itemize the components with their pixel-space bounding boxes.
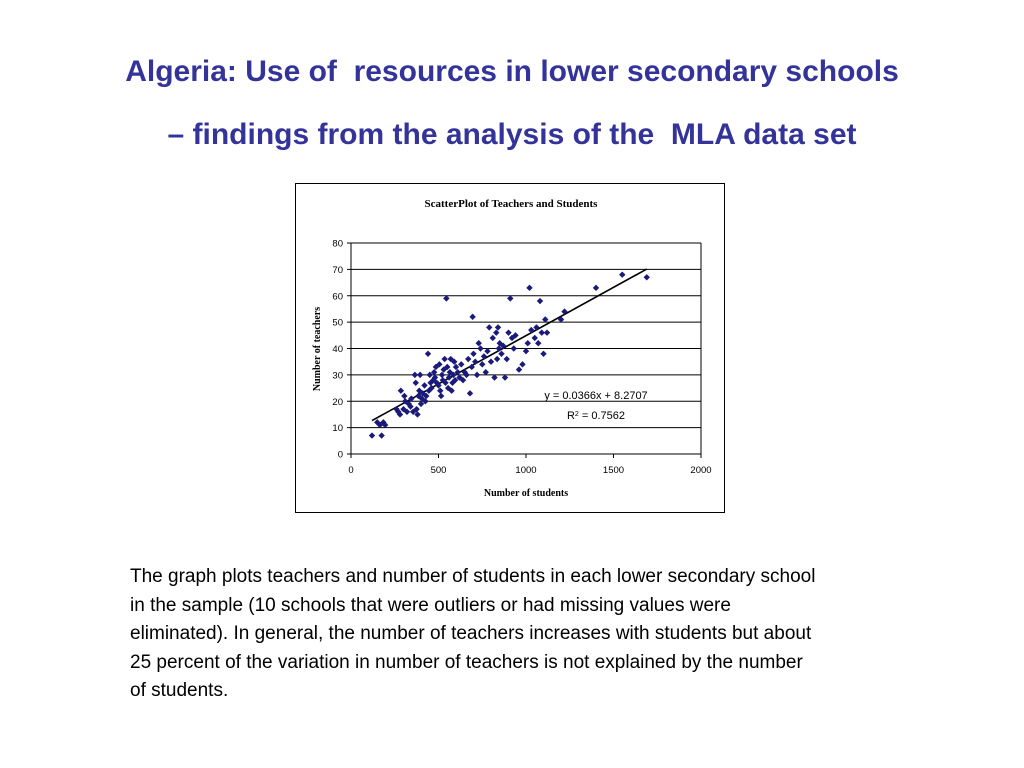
data-point-81 (486, 324, 492, 330)
data-point-73 (472, 358, 478, 364)
data-point-48 (441, 356, 447, 362)
data-point-87 (495, 324, 501, 330)
axes (332, 239, 711, 477)
data-point-24 (417, 372, 423, 378)
data-point-0 (369, 432, 375, 438)
y-tick-label-7: 70 (332, 264, 343, 276)
data-point-100 (519, 361, 525, 367)
r2-prefix: R (566, 410, 575, 422)
data-point-69 (467, 390, 473, 396)
data-point-105 (532, 335, 538, 341)
scatter-chart (296, 184, 726, 514)
data-point-102 (525, 340, 531, 346)
trendline-r-squared (567, 410, 625, 422)
data-point-31 (425, 351, 431, 357)
y-tick-label-2: 20 (332, 396, 343, 408)
chart-title: ScatterPlot of Teachers and Students (424, 198, 598, 210)
y-axis-label: Number of teachers (312, 306, 323, 392)
data-point-94 (505, 329, 511, 335)
data-point-28 (421, 382, 427, 388)
x-tick-label-3: 1500 (602, 465, 625, 476)
data-point-3 (378, 432, 384, 438)
data-point-64 (458, 361, 464, 367)
caption-line-4: 25 percent of the variation in number of teachers is not explained by the number (130, 651, 803, 673)
data-point-71 (469, 314, 475, 320)
data-point-115 (593, 285, 599, 291)
data-point-78 (481, 353, 487, 359)
data-point-74 (474, 372, 480, 378)
y-tick-label-5: 50 (332, 317, 343, 329)
data-point-108 (537, 298, 543, 304)
caption-line-5: of students. (130, 680, 229, 701)
data-point-45 (439, 372, 445, 378)
trendline-equation: y = 0.0366x + 8.2707 (544, 390, 648, 402)
data-point-112 (544, 329, 550, 335)
data-point-77 (479, 361, 485, 367)
data-point-44 (438, 393, 444, 399)
data-point-103 (526, 285, 532, 291)
slide-caption (130, 563, 970, 706)
caption-line-3: eliminated). In general, the number of teachers increases with students but about (130, 623, 812, 644)
r2-suffix: = 0.7562 (578, 410, 626, 422)
data-point-85 (493, 329, 499, 335)
y-tick-label-4: 40 (332, 344, 343, 355)
x-tick-label-0: 0 (348, 465, 354, 476)
data-point-110 (540, 351, 546, 357)
y-tick-label-8: 80 (332, 238, 343, 250)
data-point-99 (516, 366, 522, 372)
data-point-72 (470, 351, 476, 357)
data-point-86 (494, 356, 500, 362)
r2-superscript: 2 (574, 410, 579, 418)
data-point-83 (490, 335, 496, 341)
data-point-97 (511, 345, 517, 351)
y-tick-label-0: 0 (337, 449, 343, 461)
data-point-90 (498, 351, 504, 357)
data-point-107 (535, 340, 541, 346)
slide-title (0, 40, 1024, 166)
slide-title-line-2: – findings from the analysis of the MLA data set (167, 118, 857, 151)
data-point-116 (619, 271, 625, 277)
data-point-43 (437, 388, 443, 394)
slide-title-line-1: Algeria: Use of resources in lower secondary schools (125, 55, 899, 88)
scatter-chart-frame (295, 183, 725, 513)
y-tick-label-1: 10 (332, 423, 343, 435)
y-tick-label-3: 30 (332, 370, 343, 382)
data-point-75 (476, 340, 482, 346)
x-axis-label: Number of students (483, 488, 569, 499)
data-point-9 (398, 388, 404, 394)
data-point-11 (401, 393, 407, 399)
x-tick-label-2: 1000 (515, 465, 537, 476)
data-point-76 (477, 345, 483, 351)
x-tick-label-4: 2000 (690, 465, 712, 476)
data-point-61 (453, 364, 459, 370)
data-point-93 (504, 356, 510, 362)
caption-line-2: in the sample (10 schools that were outliers or had missing values were (130, 594, 731, 616)
x-tick-label-1: 500 (430, 465, 447, 476)
data-point-19 (413, 380, 419, 386)
data-point-106 (533, 324, 539, 330)
data-point-82 (488, 358, 494, 364)
data-point-68 (465, 356, 471, 362)
y-tick-label-6: 60 (332, 291, 343, 303)
caption-line-1: The graph plots teachers and number of students in each lower secondary school (130, 566, 816, 587)
data-point-117 (644, 274, 650, 280)
